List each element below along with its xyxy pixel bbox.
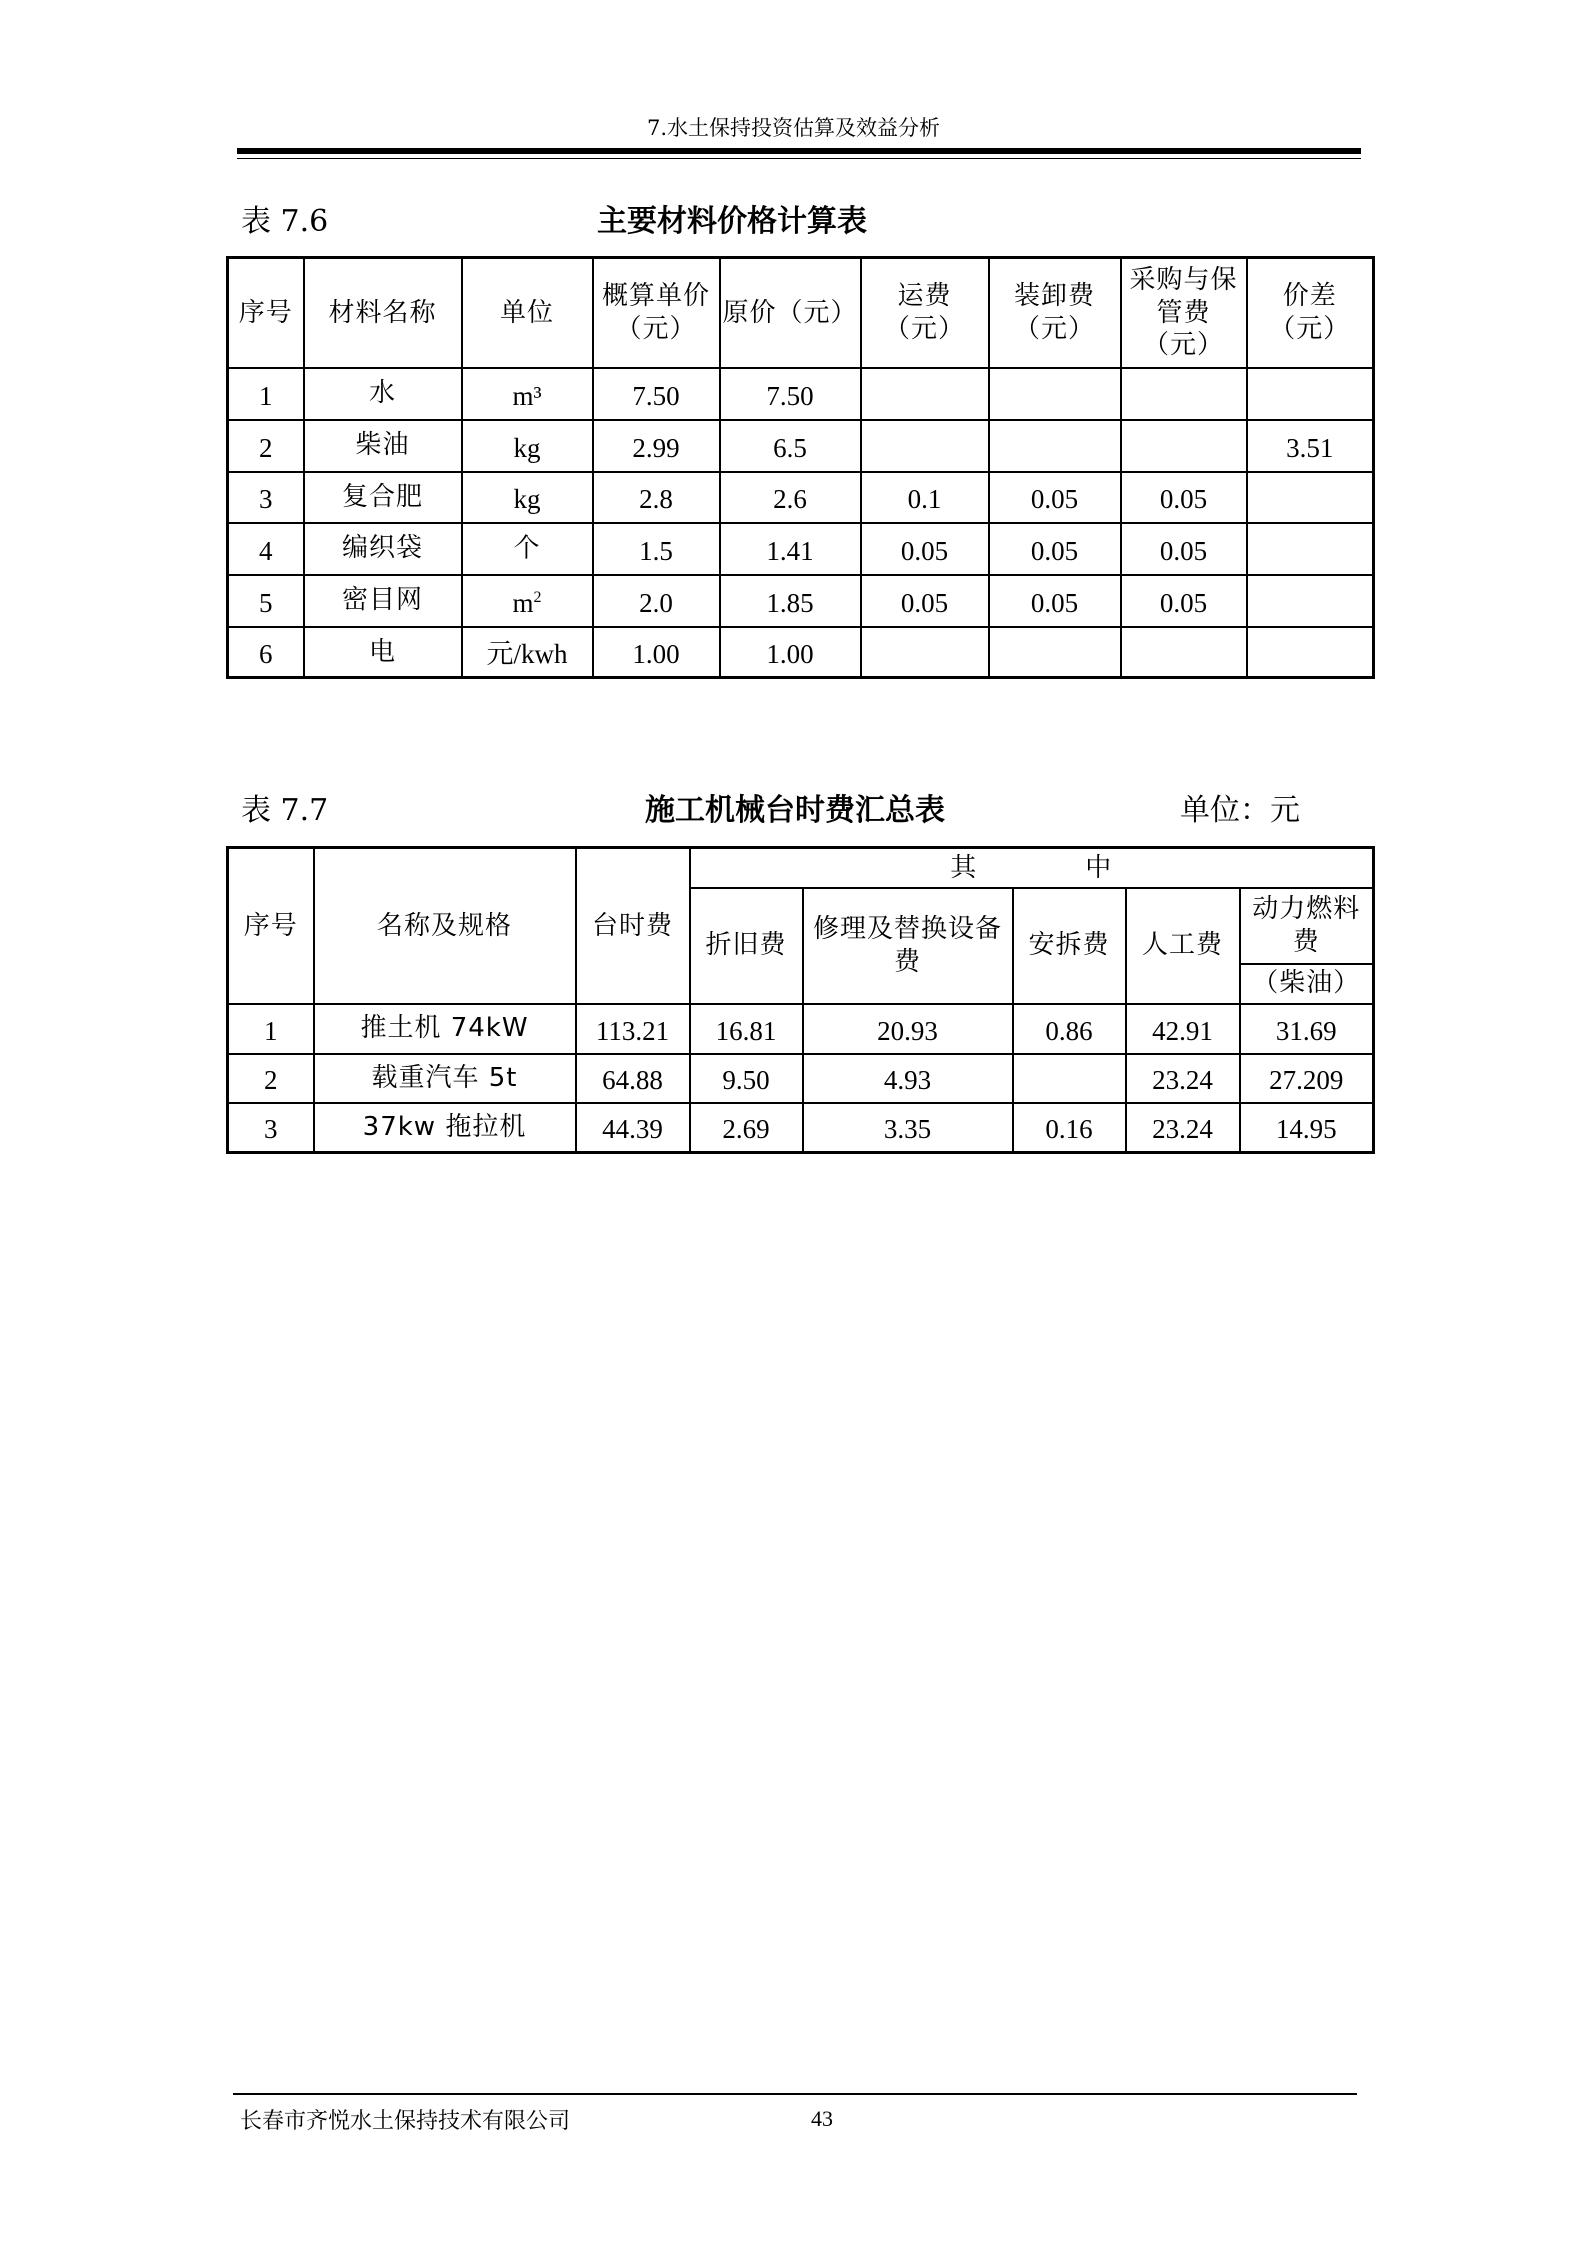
header-freight: 运费（元） [861,258,989,368]
cell-price-diff [1247,472,1374,523]
table-row [228,420,1374,472]
cell-original-price: 1.85 [720,575,861,627]
header-unit: 单位 [462,258,593,368]
header-fuel: 动力燃料费 [1240,888,1374,964]
cell-price-diff [1247,575,1374,627]
cell-budget-price: 2.8 [593,472,720,523]
table-row [228,368,1374,420]
cell-unit: 个 [462,523,593,575]
cell-unit: 元/kwh [462,627,593,678]
cell-name-spec: 37kw 拖拉机 [314,1103,576,1153]
cell-depreciation: 9.50 [690,1054,803,1103]
cell-fuel: 27.209 [1240,1054,1374,1103]
cell-fuel: 31.69 [1240,1004,1374,1054]
cell-storage [1121,627,1247,678]
cell-depreciation: 16.81 [690,1004,803,1054]
cell-budget-price: 7.50 [593,368,720,420]
cell-seq: 2 [228,420,304,472]
cell-seq: 3 [228,472,304,523]
header-budget-price: 概算单价（元） [593,258,720,368]
table-7-7-label: 表 7.7 [241,793,329,828]
cell-freight [861,368,989,420]
cell-fuel: 14.95 [1240,1103,1374,1153]
table-7-6-label: 表 7.6 [241,204,329,239]
page-number: 43 [811,2106,833,2131]
header-labor: 人工费 [1126,888,1240,1004]
header-depreciation: 折旧费 [690,888,803,1004]
table-row [228,1054,1374,1103]
cell-name-spec: 推土机 74kW [314,1004,576,1054]
cell-handling: 0.05 [989,523,1121,575]
header-rule [237,148,1361,154]
table-7-7-title: 施工机械台时费汇总表 [645,793,945,828]
cell-seq: 2 [228,1054,314,1103]
header-rule-thin [237,158,1361,159]
cell-seq: 1 [228,1004,314,1054]
cell-material-name: 密目网 [304,575,462,627]
cell-handling: 0.05 [989,472,1121,523]
cell-labor: 23.24 [1126,1103,1240,1153]
cell-freight: 0.05 [861,523,989,575]
cell-freight: 0.05 [861,575,989,627]
cell-handling: 0.05 [989,575,1121,627]
cell-original-price: 7.50 [720,368,861,420]
cell-material-name: 电 [304,627,462,678]
cell-budget-price: 2.0 [593,575,720,627]
header-handling: 装卸费（元） [989,258,1121,368]
cell-install: 0.16 [1013,1103,1126,1153]
cell-original-price: 6.5 [720,420,861,472]
table-row [228,627,1374,678]
cell-price-diff [1247,368,1374,420]
table-row [228,472,1374,523]
cell-unit: kg [462,420,593,472]
cell-original-price: 1.41 [720,523,861,575]
cell-seq: 3 [228,1103,314,1153]
cell-storage: 0.05 [1121,472,1247,523]
machine-hourly-cost-table [226,846,1375,1154]
cell-freight [861,627,989,678]
cell-depreciation: 2.69 [690,1103,803,1153]
cell-price-diff [1247,523,1374,575]
header-storage: 采购与保管费（元） [1121,258,1247,368]
header-seq: 序号 [228,848,314,1004]
header-seq: 序号 [228,258,304,368]
cell-freight: 0.1 [861,472,989,523]
cell-repair: 20.93 [803,1004,1013,1054]
cell-seq: 4 [228,523,304,575]
cell-labor: 23.24 [1126,1054,1240,1103]
cell-original-price: 2.6 [720,472,861,523]
cell-material-name: 水 [304,368,462,420]
table-row [228,1004,1374,1054]
footer-rule [233,2093,1357,2095]
cell-storage: 0.05 [1121,575,1247,627]
cell-storage [1121,368,1247,420]
table-row [228,575,1374,627]
page-header-title: 7.水土保持投资估算及效益分析 [646,116,941,140]
cell-budget-price: 1.5 [593,523,720,575]
cell-storage: 0.05 [1121,523,1247,575]
cell-material-name: 编织袋 [304,523,462,575]
cell-labor: 42.91 [1126,1004,1240,1054]
cell-original-price: 1.00 [720,627,861,678]
table-7-7-unit-note: 单位：元 [1180,793,1300,828]
cell-install: 0.86 [1013,1004,1126,1054]
header-fuel-diesel: （柴油） [1240,964,1374,1004]
header-repair: 修理及替换设备费 [803,888,1013,1004]
cell-repair: 3.35 [803,1103,1013,1153]
material-price-table [226,256,1375,679]
cell-unit: $m^2$ [462,575,593,627]
cell-hourly-cost: 64.88 [576,1054,690,1103]
header-among: 其 中 [690,848,1374,888]
cell-material-name: 柴油 [304,420,462,472]
cell-unit: m³ [462,368,593,420]
header-original-price: 原价（元） [720,258,861,368]
header-hourly-cost: 台时费 [576,848,690,1004]
cell-price-diff [1247,627,1374,678]
header-install: 安拆费 [1013,888,1126,1004]
header-price-diff: 价差（元） [1247,258,1374,368]
table-row [228,1103,1374,1153]
cell-handling [989,368,1121,420]
header-name-spec: 名称及规格 [314,848,576,1004]
cell-seq: 5 [228,575,304,627]
table-row [228,523,1374,575]
cell-handling [989,420,1121,472]
header-material-name: 材料名称 [304,258,462,368]
cell-seq: 6 [228,627,304,678]
cell-material-name: 复合肥 [304,472,462,523]
cell-unit: kg [462,472,593,523]
cell-seq: 1 [228,368,304,420]
cell-storage [1121,420,1247,472]
cell-hourly-cost: 44.39 [576,1103,690,1153]
cell-budget-price: 1.00 [593,627,720,678]
cell-price-diff: 3.51 [1247,420,1374,472]
cell-install [1013,1054,1126,1103]
cell-hourly-cost: 113.21 [576,1004,690,1054]
cell-name-spec: 载重汽车 5t [314,1054,576,1103]
cell-repair: 4.93 [803,1054,1013,1103]
footer-company: 长春市齐悦水土保持技术有限公司 [240,2109,571,2134]
table-7-6-title: 主要材料价格计算表 [597,204,867,239]
cell-budget-price: 2.99 [593,420,720,472]
cell-freight [861,420,989,472]
cell-handling [989,627,1121,678]
